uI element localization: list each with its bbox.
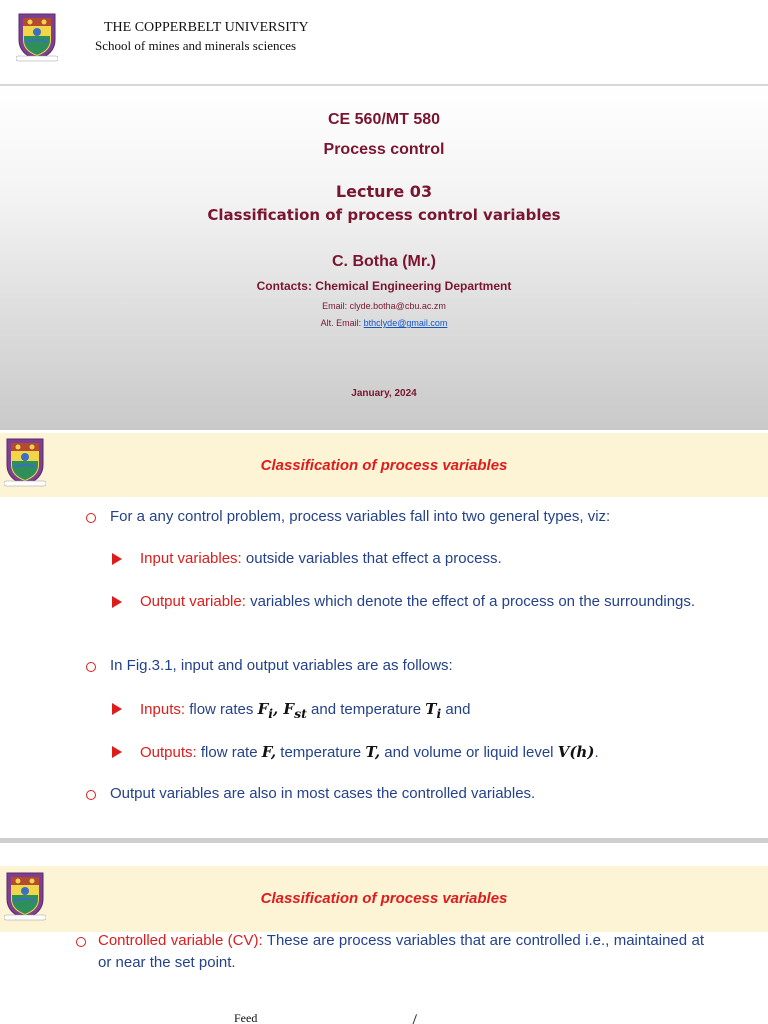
- math-symbol-base: T: [425, 700, 437, 718]
- math-symbol: T,: [365, 743, 381, 761]
- course-name: Process control: [323, 141, 445, 158]
- sub-bullet-text: [140, 591, 704, 613]
- sub-bullet-text: [140, 548, 705, 570]
- math-symbol: [425, 700, 442, 721]
- math-symbol: F,: [261, 743, 277, 761]
- math-subscript: i: [268, 706, 273, 721]
- header-divider: [0, 84, 768, 86]
- definition-text: outside variables that effect a process.: [241, 550, 502, 567]
- slide-classification-1: [0, 430, 768, 835]
- course-code: CE 560/MT 580: [327, 111, 441, 128]
- lecture-title: Classification of process control variables: [207, 206, 561, 224]
- definition-text: These are process variables that are controlled i.e., maintained at or near the set point.: [98, 932, 704, 971]
- university-name: THE COPPERBELT UNIVERSITY: [104, 20, 309, 35]
- figure-feed-label: Feed: [234, 1011, 258, 1024]
- sub-bullet-text: [140, 698, 705, 725]
- text-fragment: and volume or liquid level: [380, 744, 558, 761]
- author-name: C. Botha (Mr.): [332, 253, 436, 270]
- math-separator: ,: [272, 700, 284, 718]
- math-subscript: i: [436, 706, 442, 721]
- text-fragment: temperature: [276, 744, 366, 761]
- circle-bullet-icon: [86, 513, 96, 523]
- arrowhead-bullet-icon: [112, 596, 122, 608]
- bullet-text: [98, 930, 704, 974]
- figure-line: [412, 1014, 417, 1024]
- term-outputs: Outputs:: [140, 744, 197, 761]
- definition-text: variables which denote the effect of a process on the surroundings.: [245, 593, 696, 610]
- math-subscript: st: [294, 706, 307, 721]
- title-slide: [0, 0, 768, 430]
- math-symbol-base: F: [283, 700, 295, 718]
- term-input-variables: Input variables:: [140, 550, 242, 567]
- text-fragment: and: [441, 701, 471, 718]
- bullet-text: In Fig.3.1, input and output variables are as follows:: [110, 657, 453, 674]
- slide-title: Classification of process variables: [260, 457, 508, 474]
- slide-separator: [0, 838, 768, 843]
- math-symbol: [257, 700, 273, 721]
- bullet-text: For a any control problem, process variables fall into two general types, viz:: [110, 508, 611, 525]
- slide-title: Classification of process variables: [260, 890, 508, 907]
- math-symbol-base: F: [257, 700, 269, 718]
- text-fragment: and temperature: [306, 701, 426, 718]
- sub-bullet-text: [140, 741, 705, 764]
- arrowhead-bullet-icon: [112, 746, 122, 758]
- term-controlled-variable: Controlled variable (CV):: [98, 932, 263, 949]
- circle-bullet-icon: [86, 790, 96, 800]
- text-fragment: flow rate: [196, 744, 262, 761]
- term-output-variable: Output variable:: [140, 593, 246, 610]
- math-symbol: V(h): [557, 743, 595, 761]
- slide-classification-2: [0, 846, 768, 1024]
- arrowhead-bullet-icon: [112, 703, 122, 715]
- contacts-line: Contacts: Chemical Engineering Department: [256, 279, 512, 293]
- slide-header: [0, 0, 768, 82]
- bullet-text: Output variables are also in most cases the controlled variables.: [110, 785, 536, 802]
- email-line: Email: clyde.botha@cbu.ac.zm: [322, 301, 446, 311]
- circle-bullet-icon: [76, 937, 86, 947]
- alt-email-link[interactable]: bthclyde@gmail.com: [363, 318, 448, 328]
- alt-email-line: [0, 318, 768, 328]
- arrowhead-bullet-icon: [112, 553, 122, 565]
- text-fragment: .: [594, 744, 599, 761]
- school-name: School of mines and minerals sciences: [95, 38, 297, 53]
- text-fragment: flow rates: [185, 701, 258, 718]
- university-crest-icon: [16, 10, 58, 62]
- date-line: January, 2024: [351, 388, 417, 399]
- alt-email-label: Alt. Email:: [320, 318, 364, 328]
- term-inputs: Inputs:: [140, 701, 186, 718]
- lecture-number: Lecture 03: [335, 182, 433, 201]
- circle-bullet-icon: [86, 662, 96, 672]
- math-symbol: [283, 700, 307, 721]
